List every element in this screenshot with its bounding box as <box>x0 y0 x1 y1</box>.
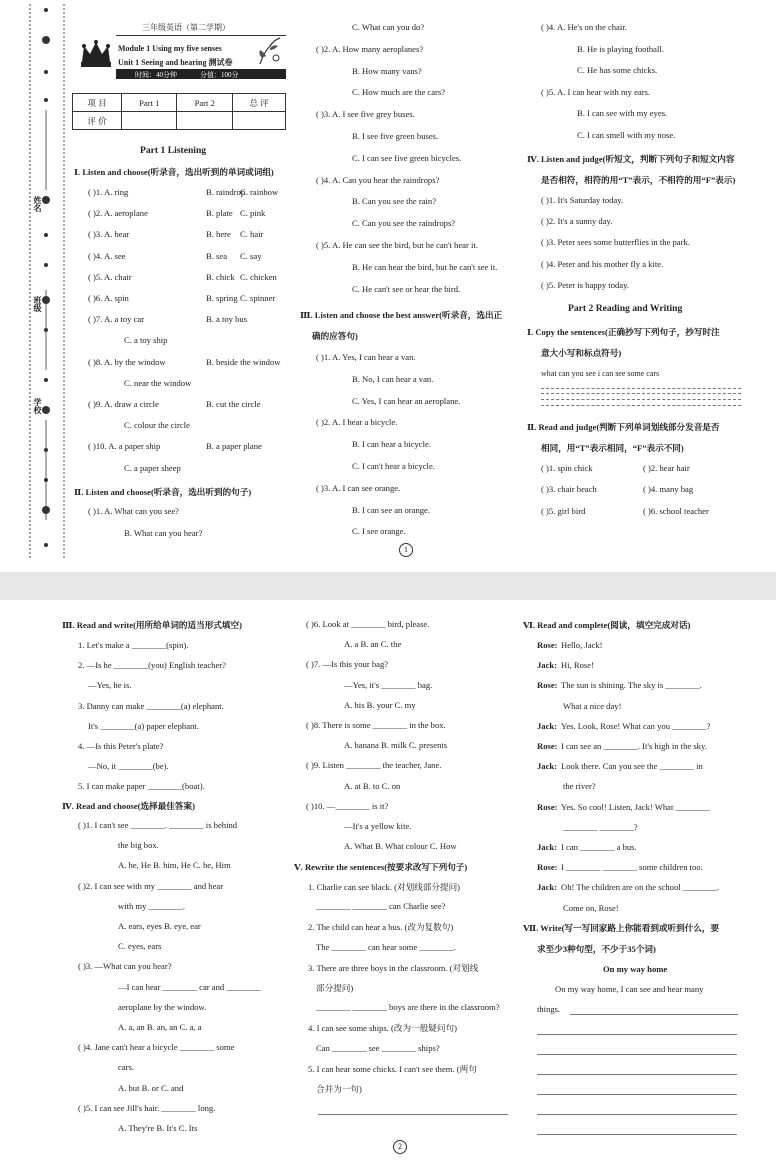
part2-section1-title: Ⅰ. Copy the sentences(正确抄写下列句子，抄写时注 <box>527 327 720 337</box>
question-line: ( )4. A. see <box>88 250 126 261</box>
text-line: ( )10. —________ is it? <box>306 800 389 811</box>
speaker-label: Rose: <box>537 741 558 751</box>
speaker-label: Jack: <box>537 660 558 671</box>
binding-dot <box>44 8 48 12</box>
text-line: 2. The child can hear a bus. (改为复数句) <box>308 922 454 933</box>
speaker-label: Rose: <box>537 680 558 691</box>
binding-dot <box>42 406 50 414</box>
phonics-item: ( )2. hear hair <box>643 463 690 473</box>
table-cell[interactable] <box>122 112 177 130</box>
question-line: ( )9. A. draw a circle <box>88 399 159 409</box>
question-line: ( )5. A. chair <box>88 271 132 282</box>
speaker-label: Rose: <box>537 801 558 812</box>
text-line: C. I see orange. <box>352 526 406 537</box>
dialogue-line: ________ ________? <box>563 821 638 832</box>
module-title: Module 1 Using my five senses <box>118 44 222 53</box>
dialogue-line: I ________ ________ some children too. <box>561 862 703 873</box>
option-b: B. chick <box>206 271 235 282</box>
option-b: B. a toy bus <box>206 314 248 325</box>
phonics-item: ( )5. girl bird <box>541 505 586 516</box>
table-header-item: 项 目 <box>73 94 122 112</box>
text-line: 部分提问) <box>316 983 354 993</box>
binding-class-label: 班级 <box>33 296 42 312</box>
text-line: ( )8. There is some ________ in the box. <box>306 720 446 730</box>
text-line: cars. <box>118 1062 134 1073</box>
option-c: C. hair <box>240 229 264 240</box>
text-line: ( )9. Listen ________ the teacher, Jane. <box>306 760 442 771</box>
judge-item: ( )2. It's a sunny day. <box>541 216 613 227</box>
essay-title: On my way home <box>603 964 668 974</box>
option-b: B. cut the circle <box>206 399 261 409</box>
judge-item: ( )1. It's Saturday today. <box>541 195 624 205</box>
dialogue-line: The sun is shining. The sky is ________. <box>561 680 702 691</box>
text-line: C. How much are the cars? <box>352 87 446 98</box>
text-line: 1. Charlie can see black. (对划线部分提问) <box>308 882 461 892</box>
text-line: 3. Danny can make ________(a) elephant. <box>78 700 224 711</box>
text-line: ( )4. Jane can't hear a bicycle ________ some <box>78 1042 235 1053</box>
section7-title: Ⅶ. Write(写一写回家路上你能看到或听到什么，要 <box>523 923 720 933</box>
section5-title: Ⅴ. Rewrite the sentences(按要求改写下列句子) <box>294 862 468 872</box>
text-line: C. Yes, I can hear an aeroplane. <box>352 395 461 406</box>
text-line: B. He is playing football. <box>577 43 664 54</box>
binding-school-label: 学校 <box>33 398 42 414</box>
text-line: ( )2. I can see with my ________ and hear <box>78 880 224 891</box>
question-line: ( )2. A. aeroplane <box>88 208 148 219</box>
decorative-drawing-icon <box>254 34 284 73</box>
phonics-item: ( )1. spin chick <box>541 463 593 473</box>
text-line: —Yes, he is. <box>88 680 132 691</box>
text-line: B. I can see with my eyes. <box>577 108 668 119</box>
option-c: C. pink <box>240 208 266 219</box>
section1-title: Ⅰ. Listen and choose(听录音，选出听到的单词或词组) <box>74 167 274 177</box>
text-line: The ________ can hear some ________. <box>316 941 456 952</box>
text-line: ( )1. I can't see ________. ________ is behind <box>78 820 238 830</box>
binding-name-label: 姓名 <box>33 196 42 212</box>
text-line: C. Can you see the raindrops? <box>352 218 456 229</box>
text-line: 1. Let's make a ________(spin). <box>78 640 189 650</box>
phonics-item: ( )6. school teacher <box>643 505 709 516</box>
phonics-item: ( )3. chair beach <box>541 484 597 495</box>
text-line: 4. I can see some ships. (改为一般疑问句) <box>308 1023 457 1034</box>
text-line: 4. —Is this Peter's plate? <box>78 741 164 751</box>
option-c: C. spinner <box>240 293 276 303</box>
text-line: C. I can smell with my nose. <box>577 130 676 140</box>
page-number: 1 <box>399 543 413 557</box>
writing-line[interactable] <box>537 1034 737 1035</box>
table-header-total: 总 评 <box>232 94 285 112</box>
text-line: ( )5. I can see Jill's hair. ________ long. <box>78 1102 216 1113</box>
binding-dot <box>42 36 50 44</box>
table-cell[interactable] <box>232 112 285 130</box>
text-line: ( )5. A. He can see the bird, but he can't hear it. <box>316 240 478 250</box>
question-line: ( )8. A. by the window <box>88 356 166 367</box>
text-line: A. ears, eyes B. eye, ear <box>118 921 201 931</box>
text-line: C. eyes, ears <box>118 941 162 952</box>
binding-dot <box>44 98 48 102</box>
section4-title: Ⅳ. Listen and judge(听短文，判断下列句子和短文内容 <box>527 154 735 164</box>
judge-item: ( )3. Peter sees some butterflies in the park. <box>541 237 690 248</box>
text-line: B. I can see an orange. <box>352 504 431 515</box>
text-line: —Yes, it's ________ bag. <box>344 679 433 690</box>
binding-dot <box>44 263 48 267</box>
table-header-part2: Part 2 <box>177 94 232 112</box>
text-line: A. but B. or C. and <box>118 1082 184 1093</box>
text-line: It's ________(a) paper elephant. <box>88 720 199 731</box>
binding-strip <box>24 0 68 572</box>
text-line: —No, it ________(be). <box>88 761 169 772</box>
time-label: 时间：40分钟 <box>135 71 177 79</box>
text-line: ( )5. A. I can hear with my ears. <box>541 86 651 97</box>
dialogue-line: Yes. So cool! Listen, Jack! What ________ <box>561 801 710 812</box>
text-line: Can ________ see ________ ships? <box>316 1042 440 1053</box>
part1-title: Part 1 Listening <box>140 145 207 156</box>
option-c: C. chicken <box>240 271 277 282</box>
text-line: 2. —Is he ________(you) English teacher? <box>78 660 226 671</box>
unit-title: Unit 1 Seeing and hearing 测试卷 <box>118 58 233 67</box>
essay-start-cont: things. <box>537 1004 561 1014</box>
text-line: A. a, an B. an, an C. a, a <box>118 1022 202 1032</box>
section6-title: Ⅵ. Read and complete(阅读，填空完成对话) <box>523 620 691 630</box>
binding-dot <box>44 70 48 74</box>
text-line: C. What can you do? <box>352 22 425 32</box>
question-line: ( )3. A. hear <box>88 229 130 240</box>
section4-title-cont: 是否相符，相符的用“T”表示，不相符的用“F”表示) <box>541 175 736 185</box>
speaker-label: Rose: <box>537 862 558 873</box>
option-c: C. a paper sheep <box>124 462 181 473</box>
crown-logo <box>78 38 114 75</box>
exam-page-1 <box>0 0 776 572</box>
dialogue-line: Oh! The children are on the school ________. <box>561 882 720 893</box>
part2-section2-title: Ⅱ. Read and judge(判断下列单词划线部分发音是否 <box>527 422 720 432</box>
essay-start: On my way home, I can see and hear many <box>555 984 704 994</box>
judge-item: ( )5. Peter is happy today. <box>541 279 629 290</box>
option-b: B. here <box>206 229 231 240</box>
text-line: C. I can't hear a bicycle. <box>352 461 435 471</box>
text-line: C. He has some chicks. <box>577 65 658 76</box>
table-row-evaluation: 评 价 <box>73 112 122 130</box>
writing-line[interactable] <box>537 1094 737 1095</box>
question-line: ( )7. A. a toy car <box>88 314 145 325</box>
question-line: ( )1. A. What can you see? <box>88 506 179 516</box>
part2-title: Part 2 Reading and Writing <box>568 303 683 314</box>
text-line: B. I see five green buses. <box>352 131 439 141</box>
option-b: B. a paper plane <box>206 441 262 452</box>
text-line: with my ________. <box>118 900 186 911</box>
binding-dot <box>44 233 48 237</box>
dialogue-line: Look there. Can you see the ________ in <box>561 761 703 772</box>
speaker-label: Jack: <box>537 720 558 731</box>
text-line: B. I can hear a bicycle. <box>352 439 431 450</box>
option-b: B. sea <box>206 250 228 261</box>
speaker-label: Jack: <box>537 842 558 852</box>
text-line: ( )3. —What can you hear? <box>78 961 172 972</box>
part2-section1-title-cont: 意大小写和标点符号) <box>541 348 622 358</box>
section3-title: Ⅲ. Listen and choose the best answer(听录音，选出正 <box>300 310 503 320</box>
judge-item: ( )4. Peter and his mother fly a kite. <box>541 258 664 269</box>
text-line: C. I can see five green bicycles. <box>352 152 462 163</box>
text-line: A. a B. an C. the <box>344 639 402 650</box>
binding-dot <box>44 378 48 382</box>
option-line: B. What can you hear? <box>124 528 203 538</box>
part2-section2-title-cont: 相同，用“T”表示相同，“F”表示不同) <box>541 443 684 453</box>
question-line: ( )6. A. spin <box>88 293 129 303</box>
score-table <box>72 93 286 130</box>
option-c: C. near the window <box>124 377 192 388</box>
score-label: 分值：100分 <box>200 71 239 79</box>
exam-page-2 <box>0 600 776 1164</box>
text-line: 5. I can hear some chicks. I can't see them. (两句 <box>308 1063 477 1074</box>
page-number: 2 <box>393 1140 407 1154</box>
phonics-item: ( )4. many bag <box>643 484 694 495</box>
option-b: B. raindrop <box>206 187 246 197</box>
text-line: ( )6. Look at ________ bird, please. <box>306 619 430 629</box>
text-line: ( )3. A. I see five grey buses. <box>316 109 415 120</box>
text-line: C. He can't see or hear the bird. <box>352 283 461 294</box>
dialogue-line: the river? <box>563 781 596 792</box>
text-line: B. No, I can hear a van. <box>352 373 434 384</box>
section7-title-cont: 求至少3种句型，不少于35个词) <box>537 944 656 954</box>
section3-rw-title: Ⅲ. Read and write(用所给单词的适当形式填空) <box>62 620 242 630</box>
speaker-label: Jack: <box>537 882 558 893</box>
text-line: ________ ________ can Charlie see? <box>316 901 446 912</box>
option-c: C. say <box>240 250 262 261</box>
writing-line[interactable] <box>537 1074 737 1075</box>
text-line: A. banana B. milk C. presents <box>344 740 448 751</box>
section3-title-cont: 确的应答句) <box>312 331 358 341</box>
binding-dot <box>44 543 48 547</box>
text-line: ________ ________ boys are there in the classroom? <box>316 1002 500 1013</box>
writing-line[interactable] <box>537 1054 737 1055</box>
text-line: ( )4. A. Can you hear the raindrops? <box>316 174 440 185</box>
text-line: B. Can you see the rain? <box>352 196 437 207</box>
section2-title: Ⅱ. Listen and choose(听录音，选出听到的句子) <box>74 487 252 497</box>
text-line: ( )1. A. Yes, I can hear a van. <box>316 352 416 362</box>
text-line: aeroplane by the window. <box>118 1001 207 1012</box>
option-c: C. rainbow <box>240 187 279 197</box>
table-header-part1: Part 1 <box>122 94 177 112</box>
dialogue-line: I can ________ a bus. <box>561 842 637 852</box>
text-line: the big box. <box>118 840 159 851</box>
option-b: B. beside the window <box>206 356 281 367</box>
option-c: C. colour the circle <box>124 420 190 431</box>
text-line: ( )2. A. How many aeroplanes? <box>316 43 424 54</box>
page-gap <box>0 572 776 600</box>
grade-header: 三年级英语（第二学期） <box>142 23 230 32</box>
text-line: —I can hear ________ car and ________ <box>118 981 261 992</box>
writing-line[interactable] <box>537 1134 737 1135</box>
text-line: —It's a yellow kite. <box>344 821 412 831</box>
option-c: C. a toy ship <box>124 335 168 346</box>
text-line: A. They're B. It's C. Its <box>118 1123 198 1133</box>
text-line: ( )4. A. He's on the chair. <box>541 22 627 32</box>
text-line: 合并为一句) <box>316 1084 362 1094</box>
speaker-label: Rose: <box>537 640 558 650</box>
dialogue-line: Yes. Look, Rose! What can you ________? <box>561 720 711 731</box>
text-line: A. What B. What colour C. How <box>344 841 457 852</box>
text-line: A. at B. to C. on <box>344 780 401 791</box>
text-line: B. He can hear the bird, but he can't see it. <box>352 261 498 272</box>
dialogue-line: I can see an ________. It's high in the sky. <box>561 741 707 751</box>
option-b: B. spring <box>206 293 238 303</box>
text-line: 5. I can make paper ________(boat). <box>78 781 205 792</box>
question-line: ( )10. A. a paper ship <box>88 441 161 452</box>
speaker-label: Jack: <box>537 761 558 772</box>
section4-rc-title: Ⅳ. Read and choose(选择最佳答案) <box>62 801 195 811</box>
text-line: ( )3. A. I can see orange. <box>316 482 401 493</box>
text-line: B. How many vans? <box>352 65 422 76</box>
text-line: ( )7. —Is this your bag? <box>306 659 389 670</box>
question-line: ( )1. A. ring <box>88 187 129 197</box>
option-b: B. plate <box>206 208 233 219</box>
copy-sentence: what can you see i can see some cars <box>541 369 660 378</box>
text-line: 3. There are three boys in the classroom. (对划线 <box>308 962 479 973</box>
dialogue-line: Hi, Rose! <box>561 660 594 671</box>
dialogue-line: Come on, Rose! <box>563 902 619 913</box>
dialogue-line: What a nice day! <box>563 700 622 711</box>
table-cell[interactable] <box>177 112 232 130</box>
text-line: A. he, He B. him, He C. he, Him <box>118 860 231 871</box>
binding-dot <box>42 196 50 204</box>
text-line: ( )2. A. I hear a bicycle. <box>316 417 398 428</box>
text-line: A. his B. your C. my <box>344 699 416 710</box>
writing-line[interactable] <box>537 1114 737 1115</box>
dialogue-line: Hello, Jack! <box>561 640 603 650</box>
